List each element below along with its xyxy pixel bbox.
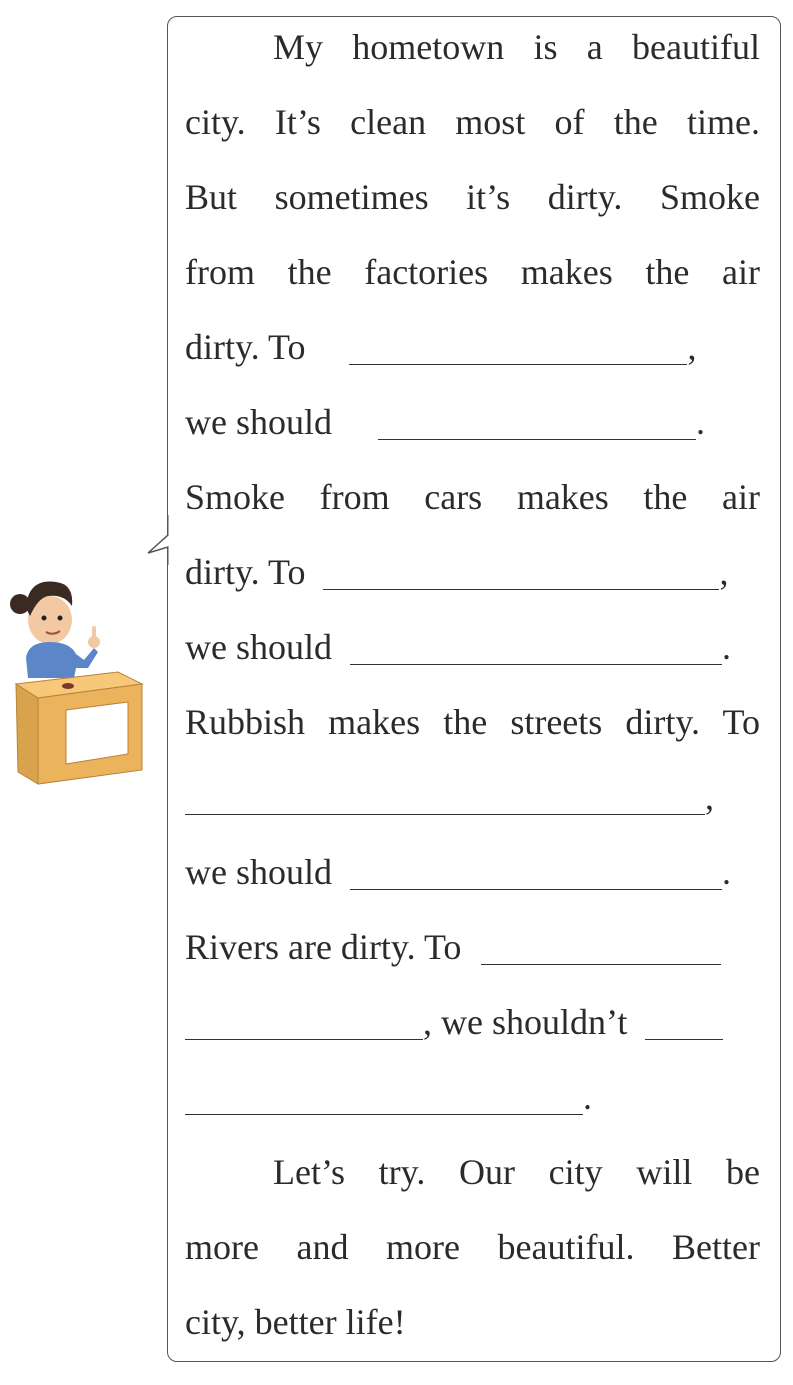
speech-bubble-tail [140, 515, 174, 565]
boy-at-podium-illustration [8, 568, 148, 788]
answer-blank[interactable] [323, 559, 719, 590]
text-fragment: Rivers are dirty. To [185, 927, 462, 967]
text-fragment: we should [185, 627, 332, 667]
answer-blank[interactable] [350, 859, 722, 890]
text-line: Smoke from cars makes the air [185, 477, 760, 517]
comma: , [719, 552, 729, 592]
text-line [185, 925, 760, 969]
period: . [722, 852, 731, 892]
comma: , [705, 777, 714, 817]
answer-blank[interactable] [185, 1009, 423, 1040]
text-line: My hometown is a beautiful [273, 27, 760, 67]
text-line: more and more beautiful. Better [185, 1227, 760, 1267]
text-fragment: dirty. To [185, 552, 306, 592]
text-line [185, 850, 760, 894]
text-line: from the factories makes the air [185, 252, 760, 292]
answer-blank[interactable] [185, 1084, 583, 1115]
answer-blank[interactable] [645, 1009, 723, 1040]
period: . [722, 627, 731, 667]
text-line [185, 1075, 760, 1119]
text-line [185, 1000, 760, 1044]
text-line [185, 325, 760, 369]
text-line [185, 775, 760, 819]
text-line: Let’s try. Our city will be [273, 1152, 760, 1192]
text-line: city, better life! [185, 1302, 406, 1342]
text-fragment: , we shouldn’t [423, 1002, 628, 1042]
podium [16, 672, 142, 784]
boy-figure [10, 582, 100, 678]
text-line: But sometimes it’s dirty. Smoke [185, 177, 760, 217]
answer-blank[interactable] [481, 934, 721, 965]
comma: , [687, 327, 697, 367]
text-line [185, 625, 760, 669]
answer-blank[interactable] [378, 409, 696, 440]
period: . [583, 1077, 592, 1117]
answer-blank[interactable] [350, 634, 722, 665]
text-line [185, 550, 760, 594]
text-line: Rubbish makes the streets dirty. To [185, 702, 760, 742]
text-fragment: dirty. To [185, 327, 306, 367]
answer-blank[interactable] [185, 784, 705, 815]
text-fragment: we should [185, 402, 332, 442]
text-line [185, 400, 760, 444]
answer-blank[interactable] [349, 334, 687, 365]
text-fragment: we should [185, 852, 332, 892]
period: . [696, 402, 705, 442]
text-line: city. It’s clean most of the time. [185, 102, 760, 142]
